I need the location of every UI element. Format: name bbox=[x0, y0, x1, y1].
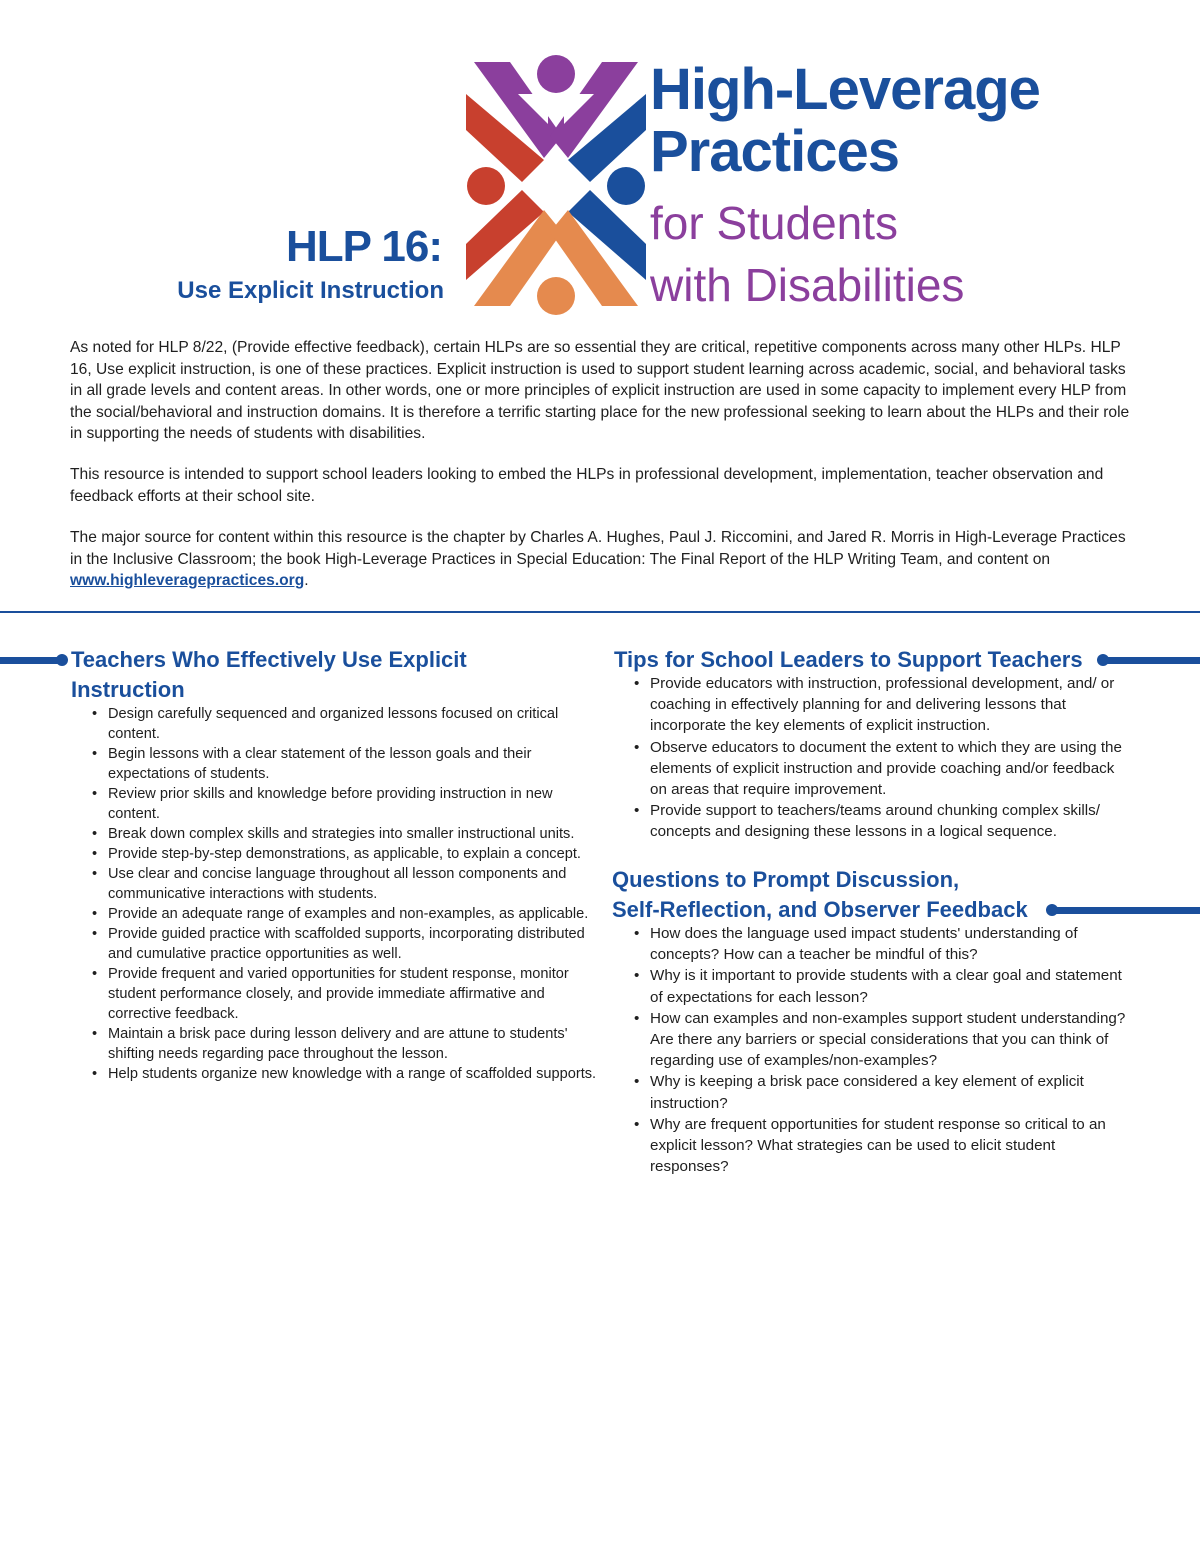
tips-list bbox=[634, 673, 1130, 843]
logo-blue-head bbox=[607, 167, 645, 205]
questions-title-line-2: Self-Reflection, and Observer Feedback bbox=[612, 897, 1028, 922]
list-item: • Use clear and concise language throughout all lesson components and communicative interactions with students. bbox=[92, 864, 602, 904]
brand-line-3: for Students bbox=[650, 197, 899, 249]
intro-paragraph-1: As noted for HLP 8/22, (Provide effective feedback), certain HLPs are so essential they are critical, repetitive components across many other HLPs. HLP 16, Use explicit instruction, is one of these practices. Explicit instruction is used to support student learning across academic, social, and behavioral tasks in all grade levels and content areas. In other words, one or more principles of explicit instruction are used in some capacity to implement every HLP from the social/behavioral and instruction domains. It is therefore a terrific starting place for the new professional seeking to learn about the HLPs and their role in supporting the needs of students with disabilities. bbox=[70, 339, 1130, 442]
brand-line-1: High-Leverage bbox=[650, 57, 1040, 122]
hlp-logo-icon bbox=[466, 54, 646, 316]
list-item: • Provide guided practice with scaffolded supports, incorporating distributed and cumulative practice opportunities as well. bbox=[92, 924, 602, 964]
list-item: • Design carefully sequenced and organized lessons focused on critical content. bbox=[92, 704, 602, 744]
intro-paragraph-3-end: . bbox=[304, 572, 309, 589]
teachers-title-line-2: Instruction bbox=[71, 677, 185, 702]
tips-section-title: Tips for School Leaders to Support Teachers bbox=[614, 647, 1083, 672]
questions-list bbox=[634, 923, 1130, 1177]
list-item: • Begin lessons with a clear statement of the lesson goals and their expectations of students. bbox=[92, 744, 602, 784]
list-item: • Maintain a brisk pace during lesson delivery and are attune to students' shifting needs regarding pace throughout the lesson. bbox=[92, 1024, 602, 1064]
left-header-dot-icon bbox=[56, 654, 68, 666]
list-item: • Why are frequent opportunities for student response so critical to an explicit lesson? What strategies can be used to elicit student responses? bbox=[634, 1114, 1130, 1178]
list-item: • How does the language used impact students' understanding of concepts? How can a teacher be mindful of this? bbox=[634, 923, 1130, 965]
list-item: • Provide educators with instruction, professional development, and/ or coaching in effectively planning for and delivering lessons that incorporate the key elements of explicit instruction. bbox=[634, 673, 1130, 737]
list-item: • Provide support to teachers/teams around chunking complex skills/ concepts and designing these lessons in a logical sequence. bbox=[634, 800, 1130, 842]
brand-line-4: with Disabilities bbox=[650, 259, 965, 311]
questions-title-line-1: Questions to Prompt Discussion, bbox=[612, 867, 960, 892]
list-item: • Observe educators to document the extent to which they are using the elements of explicit instruction and provide coaching and/or feedback on areas that require improvement. bbox=[634, 737, 1130, 801]
list-item: • Break down complex skills and strategies into smaller instructional units. bbox=[92, 824, 602, 844]
logo-purple-head bbox=[537, 55, 575, 93]
website-link[interactable]: www.highleveragepractices.org bbox=[70, 572, 305, 589]
teachers-section-title bbox=[71, 645, 611, 705]
list-item: • Provide step-by-step demonstrations, as applicable, to explain a concept. bbox=[92, 844, 602, 864]
questions-section-title bbox=[612, 865, 1072, 925]
list-item: • Review prior skills and knowledge before providing instruction in new content. bbox=[92, 784, 602, 824]
intro-paragraph-2: This resource is intended to support school leaders looking to embed the HLPs in professional development, implementation, teacher observation and feedback efforts at their school site. bbox=[70, 466, 1104, 505]
left-header-bar bbox=[0, 657, 58, 664]
hlp-title: Use Explicit Instruction bbox=[177, 277, 444, 304]
teachers-list bbox=[92, 704, 602, 1084]
section-divider bbox=[0, 611, 1200, 613]
list-item: • How can examples and non-examples support student understanding? Are there any barriers or special considerations that you can think of regarding use of examples/non-examples? bbox=[634, 1008, 1130, 1072]
list-item: • Why is it important to provide students with a clear goal and statement of expectations for each lesson? bbox=[634, 965, 1130, 1007]
list-item: • Provide an adequate range of examples and non-examples, as applicable. bbox=[92, 904, 602, 924]
logo-red-head bbox=[467, 167, 505, 205]
intro-paragraph-3-text: The major source for content within this resource is the chapter by Charles A. Hughes, Paul J. Riccomini, and Jared R. Morris in High-Leverage Practices in the Inclusive Classroom; the book High-Leverage Practices in Special Education: The Final Report of the HLP Writing Team, and content on bbox=[70, 529, 1126, 568]
tips-header-bar bbox=[1107, 657, 1200, 664]
list-item: • Help students organize new knowledge with a range of scaffolded supports. bbox=[92, 1064, 602, 1084]
list-item: • Provide frequent and varied opportunities for student response, monitor student performance closely, and provide immediate affirmative and corrective feedback. bbox=[92, 964, 602, 1024]
brand-line-2: Practices bbox=[650, 119, 899, 184]
intro-paragraph-3 bbox=[70, 527, 1132, 592]
questions-header-bar bbox=[1056, 907, 1200, 914]
hlp-number: HLP 16: bbox=[285, 222, 442, 271]
teachers-title-line-1: Teachers Who Effectively Use Explicit bbox=[71, 647, 467, 672]
list-item: • Why is keeping a brisk pace considered a key element of explicit instruction? bbox=[634, 1071, 1130, 1113]
logo-orange-head bbox=[537, 277, 575, 315]
